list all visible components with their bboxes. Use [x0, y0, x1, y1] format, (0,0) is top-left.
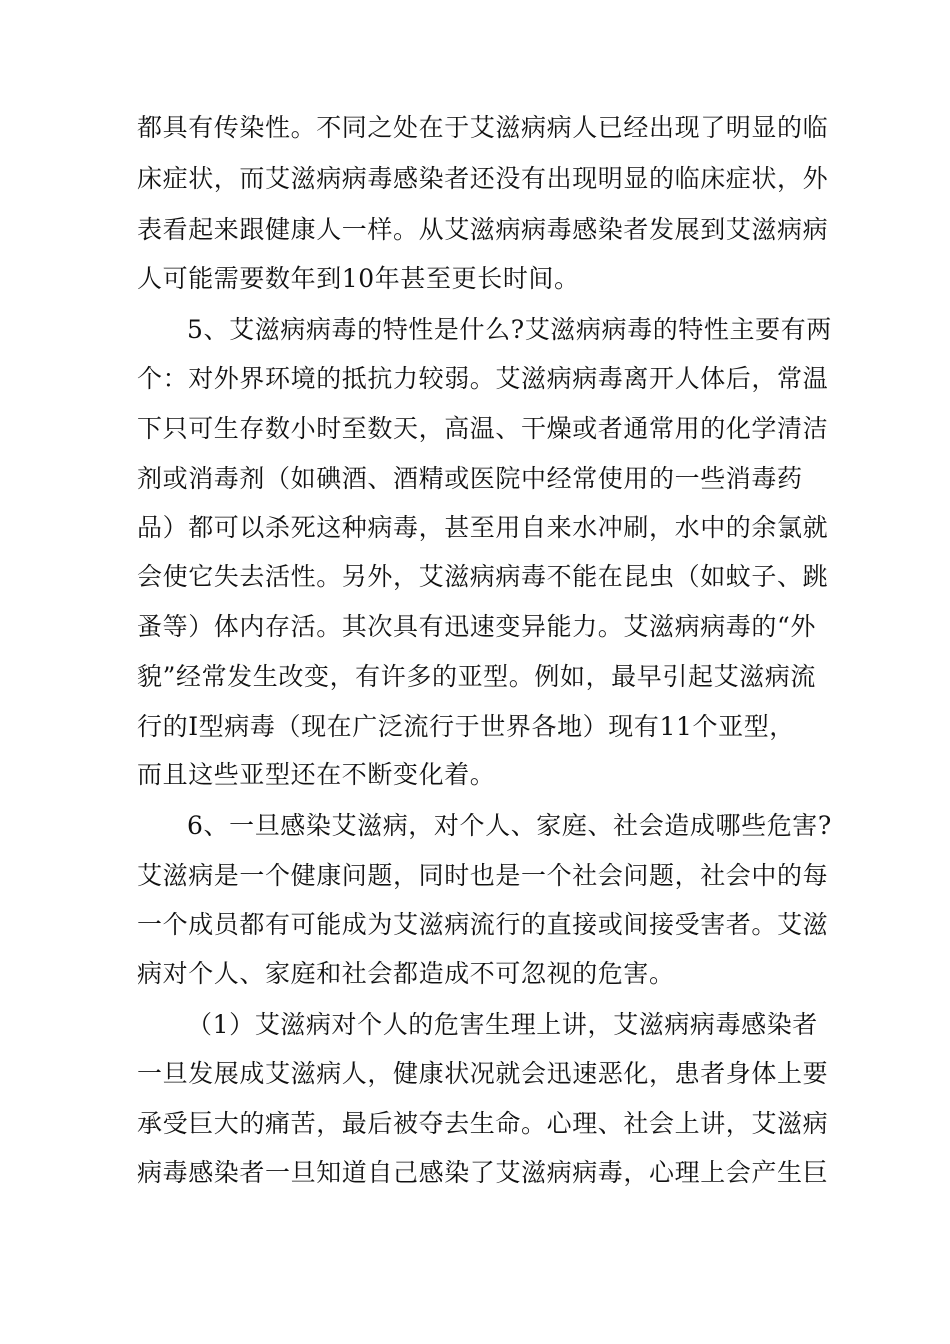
text-line: 病毒感染者一旦知道自己感染了艾滋病病毒，心理上会产生巨 [137, 1158, 829, 1187]
text-line: 病对个人、家庭和社会都造成不可忽视的危害。 [137, 959, 675, 988]
text-line: 剂或消毒剂（如碘酒、酒精或医院中经常使用的一些消毒药 [137, 464, 803, 493]
text-line: 承受巨大的痛苦，最后被夺去生命。心理、社会上讲，艾滋病 [137, 1109, 829, 1138]
text-line: 个：对外界环境的抵抗力较弱。艾滋病病毒离开人体后，常温 [137, 364, 829, 393]
text-line: 品）都可以杀死这种病毒，甚至用自来水冲刷，水中的余氯就 [137, 513, 829, 542]
text-line: 人可能需要数年到10年甚至更长时间。 [137, 264, 580, 293]
text-line: 都具有传染性。不同之处在于艾滋病病人已经出现了明显的临 [137, 113, 829, 142]
subsection-1-heading-line: （1）艾滋病对个人的危害生理上讲，艾滋病病毒感染者 [187, 1010, 818, 1039]
section-5-heading-line: 5、艾滋病病毒的特性是什么?艾滋病病毒的特性主要有两 [187, 315, 832, 344]
section-6-heading-line: 6、一旦感染艾滋病，对个人、家庭、社会造成哪些危害? [187, 811, 832, 840]
text-line: 行的Ⅰ型病毒（现在广泛流行于世界各地）现有11个亚型， [137, 712, 795, 741]
text-line: 下只可生存数小时至数天，高温、干燥或者通常用的化学清洁 [137, 414, 829, 443]
text-line: 艾滋病是一个健康问题，同时也是一个社会问题，社会中的每 [137, 861, 829, 890]
text-line: 蚤等）体内存活。其次具有迅速变异能力。艾滋病病毒的“外 [137, 612, 816, 641]
text-line: 表看起来跟健康人一样。从艾滋病病毒感染者发展到艾滋病病 [137, 215, 829, 244]
text-line: 床症状，而艾滋病病毒感染者还没有出现明显的临床症状，外 [137, 164, 829, 193]
text-line: 会使它失去活性。另外，艾滋病病毒不能在昆虫（如蚊子、跳 [137, 562, 829, 591]
text-line: 一旦发展成艾滋病人，健康状况就会迅速恶化，患者身体上要 [137, 1059, 829, 1088]
text-line: 貌”经常发生改变，有许多的亚型。例如，最早引起艾滋病流 [137, 662, 816, 691]
text-line: 一个成员都有可能成为艾滋病流行的直接或间接受害者。艾滋 [137, 910, 829, 939]
text-line: 而且这些亚型还在不断变化着。 [137, 760, 496, 789]
